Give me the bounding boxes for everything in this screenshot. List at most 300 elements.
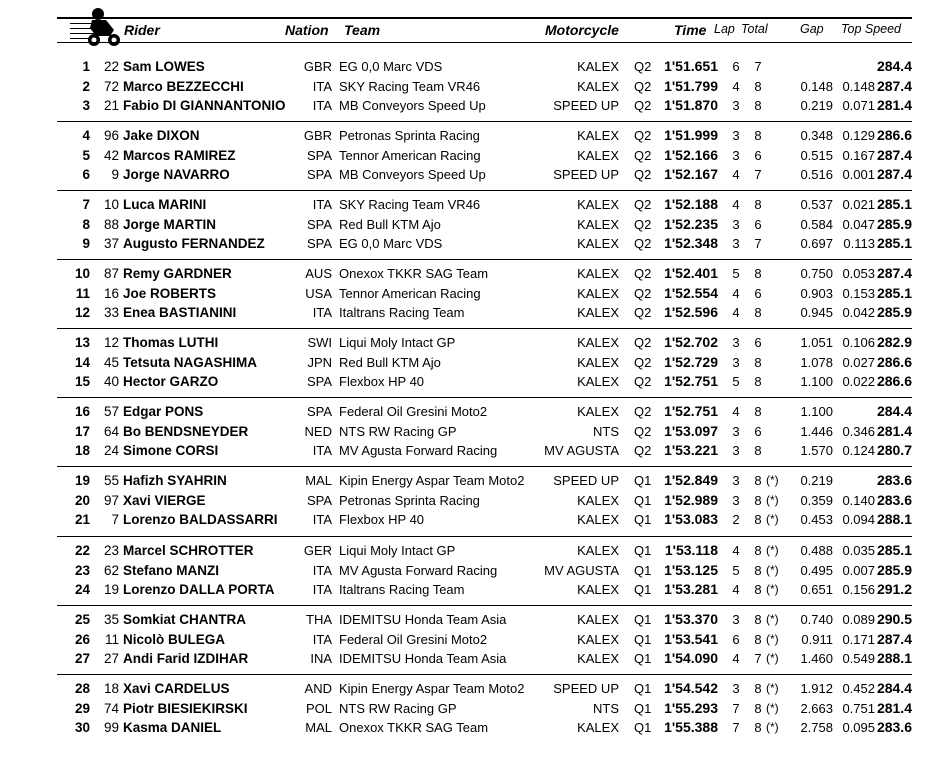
cell-team: IDEMITSU Honda Team Asia <box>339 612 507 627</box>
table-row <box>57 165 912 184</box>
cell-time: 1'51.999 <box>664 127 718 143</box>
cell-sess: Q1 <box>634 700 652 716</box>
cell-num: 22 <box>103 59 119 74</box>
cell-team: Flexbox HP 40 <box>339 374 425 389</box>
header-rider: Rider <box>124 22 160 38</box>
cell-gap: 0.911 <box>801 631 833 647</box>
cell-time: 1'55.388 <box>664 719 718 735</box>
cell-gap: 0.515 <box>800 147 833 163</box>
cell-prev: 0.156 <box>842 582 875 597</box>
cell-spd: 287.4 <box>876 630 912 647</box>
cell-pos: 23 <box>74 562 90 578</box>
cell-nat: ITA <box>312 443 332 458</box>
group-separator <box>57 674 912 675</box>
cell-name: Marcel SCHROTTER <box>123 543 254 558</box>
cell-lap: 4 <box>732 197 740 212</box>
cell-spd: 287.4 <box>876 77 912 94</box>
cell-num: 40 <box>103 374 119 389</box>
cell-team: Italtrans Racing Team <box>339 582 465 597</box>
cell-moto: KALEX <box>577 197 619 212</box>
table-row <box>57 699 912 718</box>
cell-name: Piotr BIESIEKIRSKI <box>123 700 248 716</box>
cell-num: 11 <box>104 631 119 647</box>
cell-spd: 283.6 <box>876 491 912 508</box>
cell-sess: Q1 <box>634 651 652 666</box>
cell-name: Jorge MARTIN <box>123 216 217 232</box>
cell-team: Italtrans Racing Team <box>339 305 465 320</box>
table-row <box>57 610 912 629</box>
cell-moto: KALEX <box>577 512 619 527</box>
cell-lap: 3 <box>732 147 740 163</box>
cell-sess: Q2 <box>634 443 652 458</box>
header-top-speed: Top Speed <box>841 22 902 36</box>
cell-pos: 3 <box>82 98 90 113</box>
header-top-rule <box>57 17 912 19</box>
cell-pos: 27 <box>74 651 90 666</box>
cell-moto: KALEX <box>577 285 619 301</box>
cell-lap: 4 <box>732 78 740 94</box>
cell-star: (*) <box>766 612 779 626</box>
table-row <box>57 630 912 649</box>
table-row <box>57 441 912 460</box>
cell-spd: 282.9 <box>876 334 912 350</box>
cell-star: (*) <box>766 562 779 577</box>
header-motorcycle: Motorcycle <box>545 22 619 38</box>
cell-name: Jake DIXON <box>123 128 200 143</box>
cell-num: 88 <box>103 216 119 232</box>
cell-tot: 8 <box>754 473 762 488</box>
cell-nat: ITA <box>312 631 332 647</box>
cell-time: 1'53.083 <box>664 511 718 527</box>
cell-prev: 0.001 <box>842 167 875 182</box>
cell-prev: 0.124 <box>842 443 875 458</box>
cell-lap: 3 <box>732 443 740 458</box>
cell-time: 1'52.348 <box>664 235 718 251</box>
cell-sess: Q2 <box>634 305 652 320</box>
cell-nat: SPA <box>306 167 332 182</box>
cell-gap: 2.758 <box>800 720 833 735</box>
cell-nat: INA <box>310 651 332 666</box>
cell-gap: 1.100 <box>800 404 833 419</box>
cell-nat: ITA <box>312 98 332 113</box>
cell-team: Federal Oil Gresini Moto2 <box>339 404 488 419</box>
cell-prev: 0.140 <box>842 492 875 508</box>
cell-name: Jorge NAVARRO <box>123 167 230 182</box>
cell-spd: 281.4 <box>876 699 912 716</box>
cell-gap: 0.740 <box>800 612 833 627</box>
cell-time: 1'51.651 <box>664 58 718 74</box>
cell-gap: 0.516 <box>800 167 833 182</box>
cell-pos: 16 <box>74 404 90 419</box>
cell-sess: Q2 <box>634 197 652 212</box>
cell-tot: 8 <box>754 443 762 458</box>
cell-time: 1'52.167 <box>664 166 718 182</box>
cell-team: MB Conveyors Speed Up <box>339 167 486 182</box>
cell-spd: 285.9 <box>876 561 912 578</box>
cell-time: 1'52.596 <box>664 304 718 320</box>
cell-gap: 0.651 <box>800 582 833 597</box>
cell-moto: KALEX <box>577 374 619 389</box>
cell-pos: 1 <box>82 59 90 74</box>
cell-tot: 8 <box>754 562 762 578</box>
cell-lap: 6 <box>732 59 740 74</box>
cell-time: 1'52.188 <box>664 196 718 212</box>
cell-lap: 3 <box>732 423 740 439</box>
cell-tot: 8 <box>754 266 762 281</box>
table-row <box>57 541 912 560</box>
cell-tot: 7 <box>754 59 762 74</box>
cell-nat: ITA <box>312 512 332 527</box>
cell-team: Petronas Sprinta Racing <box>339 492 480 508</box>
cell-team: MB Conveyors Speed Up <box>339 98 486 113</box>
cell-time: 1'52.166 <box>664 146 718 163</box>
cell-spd: 287.4 <box>876 166 912 182</box>
cell-lap: 7 <box>732 700 740 716</box>
cell-num: 96 <box>103 128 119 143</box>
cell-nat: GER <box>303 543 332 558</box>
cell-num: 74 <box>103 700 119 716</box>
result-group <box>57 195 912 254</box>
cell-sess: Q2 <box>634 98 652 113</box>
result-group <box>57 333 912 392</box>
cell-name: Thomas LUTHI <box>123 335 219 350</box>
cell-name: Tetsuta NAGASHIMA <box>123 354 258 370</box>
cell-gap: 1.078 <box>800 354 833 370</box>
cell-nat: ITA <box>312 78 332 94</box>
cell-lap: 4 <box>732 404 740 419</box>
group-separator <box>57 466 912 467</box>
cell-time: 1'52.702 <box>664 334 718 350</box>
cell-gap: 0.148 <box>800 78 833 94</box>
cell-pos: 6 <box>82 167 90 182</box>
cell-num: 12 <box>103 335 119 350</box>
cell-time: 1'53.541 <box>664 630 718 647</box>
table-row <box>57 718 912 737</box>
cell-spd: 283.6 <box>876 472 912 488</box>
cell-star: (*) <box>766 512 779 526</box>
cell-tot: 8 <box>754 354 762 370</box>
table-row <box>57 561 912 580</box>
result-group <box>57 471 912 530</box>
table-row <box>57 353 912 372</box>
cell-nat: ITA <box>312 197 332 212</box>
cell-pos: 11 <box>75 285 90 301</box>
cell-nat: SPA <box>306 147 332 163</box>
cell-moto: KALEX <box>577 128 619 143</box>
cell-star: (*) <box>766 582 779 596</box>
cell-spd: 288.1 <box>876 511 912 527</box>
cell-moto: KALEX <box>577 492 619 508</box>
cell-name: Xavi CARDELUS <box>123 681 230 696</box>
cell-tot: 8 <box>754 197 762 212</box>
cell-name: Marcos RAMIREZ <box>123 147 236 163</box>
cell-tot: 8 <box>754 512 762 527</box>
cell-sess: Q2 <box>634 236 652 251</box>
cell-moto: KALEX <box>577 147 619 163</box>
cell-tot: 8 <box>754 700 762 716</box>
cell-moto: MV AGUSTA <box>544 562 619 578</box>
table-row <box>57 422 912 441</box>
cell-moto: MV AGUSTA <box>544 443 619 458</box>
cell-tot: 6 <box>754 285 762 301</box>
cell-gap: 0.697 <box>800 236 833 251</box>
cell-moto: SPEED UP <box>553 167 619 182</box>
cell-nat: SPA <box>306 404 332 419</box>
table-row <box>57 471 912 490</box>
cell-prev: 0.007 <box>842 562 875 578</box>
cell-pos: 22 <box>74 543 90 558</box>
cell-lap: 3 <box>732 236 740 251</box>
cell-prev: 0.148 <box>842 78 875 94</box>
cell-team: Liqui Moly Intact GP <box>339 543 456 558</box>
cell-num: 21 <box>103 98 119 113</box>
cell-sess: Q2 <box>634 404 652 419</box>
cell-moto: KALEX <box>577 236 619 251</box>
cell-tot: 8 <box>754 98 762 113</box>
cell-pos: 18 <box>74 443 90 458</box>
cell-gap: 1.051 <box>800 335 833 350</box>
cell-tot: 8 <box>754 128 762 143</box>
cell-sess: Q2 <box>634 147 652 163</box>
cell-lap: 7 <box>732 720 740 735</box>
cell-spd: 285.9 <box>876 304 912 320</box>
cell-lap: 6 <box>732 631 740 647</box>
cell-star: (*) <box>766 720 779 734</box>
cell-pos: 10 <box>74 266 90 281</box>
result-group <box>57 610 912 669</box>
cell-num: 16 <box>103 285 119 301</box>
cell-name: Bo BENDSNEYDER <box>123 423 249 439</box>
cell-lap: 3 <box>732 473 740 488</box>
cell-sess: Q1 <box>634 612 652 627</box>
cell-star: (*) <box>766 700 779 715</box>
cell-star: (*) <box>766 681 779 695</box>
group-separator <box>57 328 912 329</box>
table-row <box>57 679 912 698</box>
cell-sess: Q2 <box>634 167 652 182</box>
cell-gap: 0.903 <box>800 285 833 301</box>
cell-spd: 288.1 <box>876 650 912 666</box>
cell-team: Petronas Sprinta Racing <box>339 128 480 143</box>
cell-tot: 8 <box>754 631 762 647</box>
result-group <box>57 264 912 323</box>
cell-name: Hector GARZO <box>123 374 219 389</box>
table-row <box>57 333 912 352</box>
result-group <box>57 126 912 185</box>
cell-name: Lorenzo DALLA PORTA <box>123 582 275 597</box>
table-row <box>57 510 912 529</box>
cell-team: Tennor American Racing <box>339 285 481 301</box>
table-row <box>57 402 912 421</box>
cell-spd: 285.9 <box>876 215 912 232</box>
cell-tot: 8 <box>754 720 762 735</box>
cell-moto: KALEX <box>577 354 619 370</box>
cell-name: Sam LOWES <box>123 59 205 74</box>
cell-nat: MAL <box>305 720 332 735</box>
table-row <box>57 491 912 510</box>
cell-lap: 3 <box>732 492 740 508</box>
cell-num: 97 <box>103 492 119 508</box>
cell-prev: 0.346 <box>842 423 875 439</box>
cell-nat: NED <box>304 423 332 439</box>
cell-num: 23 <box>103 543 119 558</box>
cell-time: 1'53.370 <box>664 611 718 627</box>
cell-lap: 4 <box>732 167 740 182</box>
header-total: Total <box>741 22 768 36</box>
cell-star: (*) <box>766 651 779 665</box>
cell-name: Edgar PONS <box>123 404 204 419</box>
cell-num: 87 <box>103 266 119 281</box>
cell-team: Federal Oil Gresini Moto2 <box>339 631 488 647</box>
cell-pos: 17 <box>74 423 90 439</box>
cell-lap: 5 <box>732 266 740 281</box>
cell-prev: 0.035 <box>842 543 875 558</box>
cell-sess: Q2 <box>634 423 652 439</box>
cell-time: 1'51.870 <box>664 97 718 113</box>
cell-pos: 15 <box>74 374 90 389</box>
cell-spd: 284.4 <box>876 58 912 74</box>
cell-team: NTS RW Racing GP <box>339 423 457 439</box>
cell-prev: 0.167 <box>842 147 875 163</box>
cell-prev: 0.751 <box>842 700 875 716</box>
cell-team: SKY Racing Team VR46 <box>339 197 481 212</box>
cell-nat: MAL <box>305 473 332 488</box>
cell-sess: Q1 <box>634 492 652 508</box>
result-group <box>57 402 912 461</box>
cell-nat: AUS <box>305 266 332 281</box>
cell-time: 1'54.542 <box>664 680 718 696</box>
cell-sess: Q1 <box>634 720 652 735</box>
cell-time: 1'52.235 <box>664 215 718 232</box>
cell-lap: 5 <box>732 374 740 389</box>
cell-prev: 0.106 <box>842 335 875 350</box>
cell-lap: 4 <box>732 582 740 597</box>
cell-name: Andi Farid IZDIHAR <box>123 651 249 666</box>
cell-tot: 7 <box>754 651 762 666</box>
cell-tot: 7 <box>754 167 762 182</box>
cell-spd: 290.5 <box>876 611 912 627</box>
cell-time: 1'51.799 <box>664 77 718 94</box>
cell-sess: Q2 <box>634 216 652 232</box>
cell-time: 1'52.751 <box>664 373 718 389</box>
cell-gap: 1.100 <box>800 374 833 389</box>
cell-prev: 0.027 <box>842 354 875 370</box>
cell-num: 33 <box>103 305 119 320</box>
table-row <box>57 649 912 668</box>
cell-lap: 3 <box>732 354 740 370</box>
cell-gap: 1.912 <box>800 681 833 696</box>
cell-num: 37 <box>103 236 119 251</box>
cell-prev: 0.089 <box>842 612 875 627</box>
cell-lap: 3 <box>732 612 740 627</box>
cell-num: 62 <box>103 562 119 578</box>
cell-prev: 0.549 <box>842 651 875 666</box>
cell-pos: 25 <box>74 612 90 627</box>
cell-pos: 4 <box>82 128 90 143</box>
cell-num: 10 <box>103 197 119 212</box>
header-lap: Lap <box>714 22 735 36</box>
cell-team: Kipin Energy Aspar Team Moto2 <box>339 473 525 488</box>
cell-lap: 3 <box>732 128 740 143</box>
cell-nat: THA <box>306 612 332 627</box>
cell-star: (*) <box>766 631 779 646</box>
cell-moto: KALEX <box>577 335 619 350</box>
cell-sess: Q2 <box>634 128 652 143</box>
cell-lap: 4 <box>732 305 740 320</box>
cell-star: (*) <box>766 473 779 487</box>
cell-prev: 0.071 <box>842 98 875 113</box>
cell-pos: 19 <box>74 473 90 488</box>
cell-time: 1'54.090 <box>664 650 718 666</box>
cell-spd: 287.4 <box>876 146 912 163</box>
cell-team: EG 0,0 Marc VDS <box>339 59 443 74</box>
cell-sess: Q2 <box>634 59 652 74</box>
cell-num: 7 <box>111 512 119 527</box>
cell-name: Nicolò BULEGA <box>123 631 226 647</box>
cell-name: Enea BASTIANINI <box>123 305 237 320</box>
cell-tot: 8 <box>754 492 762 508</box>
cell-prev: 0.094 <box>842 512 875 527</box>
result-group <box>57 679 912 738</box>
cell-prev: 0.095 <box>842 720 875 735</box>
cell-name: Remy GARDNER <box>123 266 232 281</box>
cell-time: 1'53.118 <box>664 542 718 558</box>
cell-tot: 8 <box>754 78 762 94</box>
cell-name: Lorenzo BALDASSARRI <box>123 512 278 527</box>
cell-num: 35 <box>103 612 119 627</box>
cell-sess: Q1 <box>634 473 652 488</box>
cell-prev: 0.452 <box>842 681 875 696</box>
cell-name: Xavi VIERGE <box>123 492 206 508</box>
table-row <box>57 96 912 115</box>
cell-lap: 3 <box>732 681 740 696</box>
cell-nat: AND <box>304 681 332 696</box>
table-row <box>57 146 912 165</box>
cell-sess: Q2 <box>634 354 652 370</box>
cell-nat: USA <box>305 285 332 301</box>
cell-moto: SPEED UP <box>553 681 619 696</box>
cell-gap: 1.460 <box>800 651 833 666</box>
cell-spd: 283.6 <box>876 719 912 735</box>
cell-time: 1'55.293 <box>664 699 718 716</box>
cell-sess: Q2 <box>634 374 652 389</box>
cell-prev: 0.129 <box>842 128 875 143</box>
cell-spd: 286.6 <box>876 127 912 143</box>
cell-spd: 285.1 <box>876 235 912 251</box>
cell-lap: 4 <box>732 543 740 558</box>
header-gap: Gap <box>800 22 824 36</box>
cell-nat: POL <box>305 700 332 716</box>
cell-moto: KALEX <box>577 720 619 735</box>
cell-spd: 284.4 <box>876 680 912 696</box>
cell-gap: 0.750 <box>800 266 833 281</box>
cell-pos: 12 <box>74 305 90 320</box>
cell-spd: 281.4 <box>876 422 912 439</box>
cell-star: (*) <box>766 543 779 557</box>
table-row <box>57 303 912 322</box>
table-row <box>57 284 912 303</box>
cell-time: 1'52.729 <box>664 353 718 370</box>
cell-team: Red Bull KTM Ajo <box>339 354 441 370</box>
cell-team: SKY Racing Team VR46 <box>339 78 481 94</box>
cell-gap: 0.219 <box>800 98 833 113</box>
cell-moto: KALEX <box>577 582 619 597</box>
cell-star: (*) <box>766 492 779 507</box>
cell-spd: 285.1 <box>876 196 912 212</box>
cell-sess: Q1 <box>634 512 652 527</box>
cell-spd: 285.1 <box>876 542 912 558</box>
cell-gap: 1.446 <box>800 423 833 439</box>
